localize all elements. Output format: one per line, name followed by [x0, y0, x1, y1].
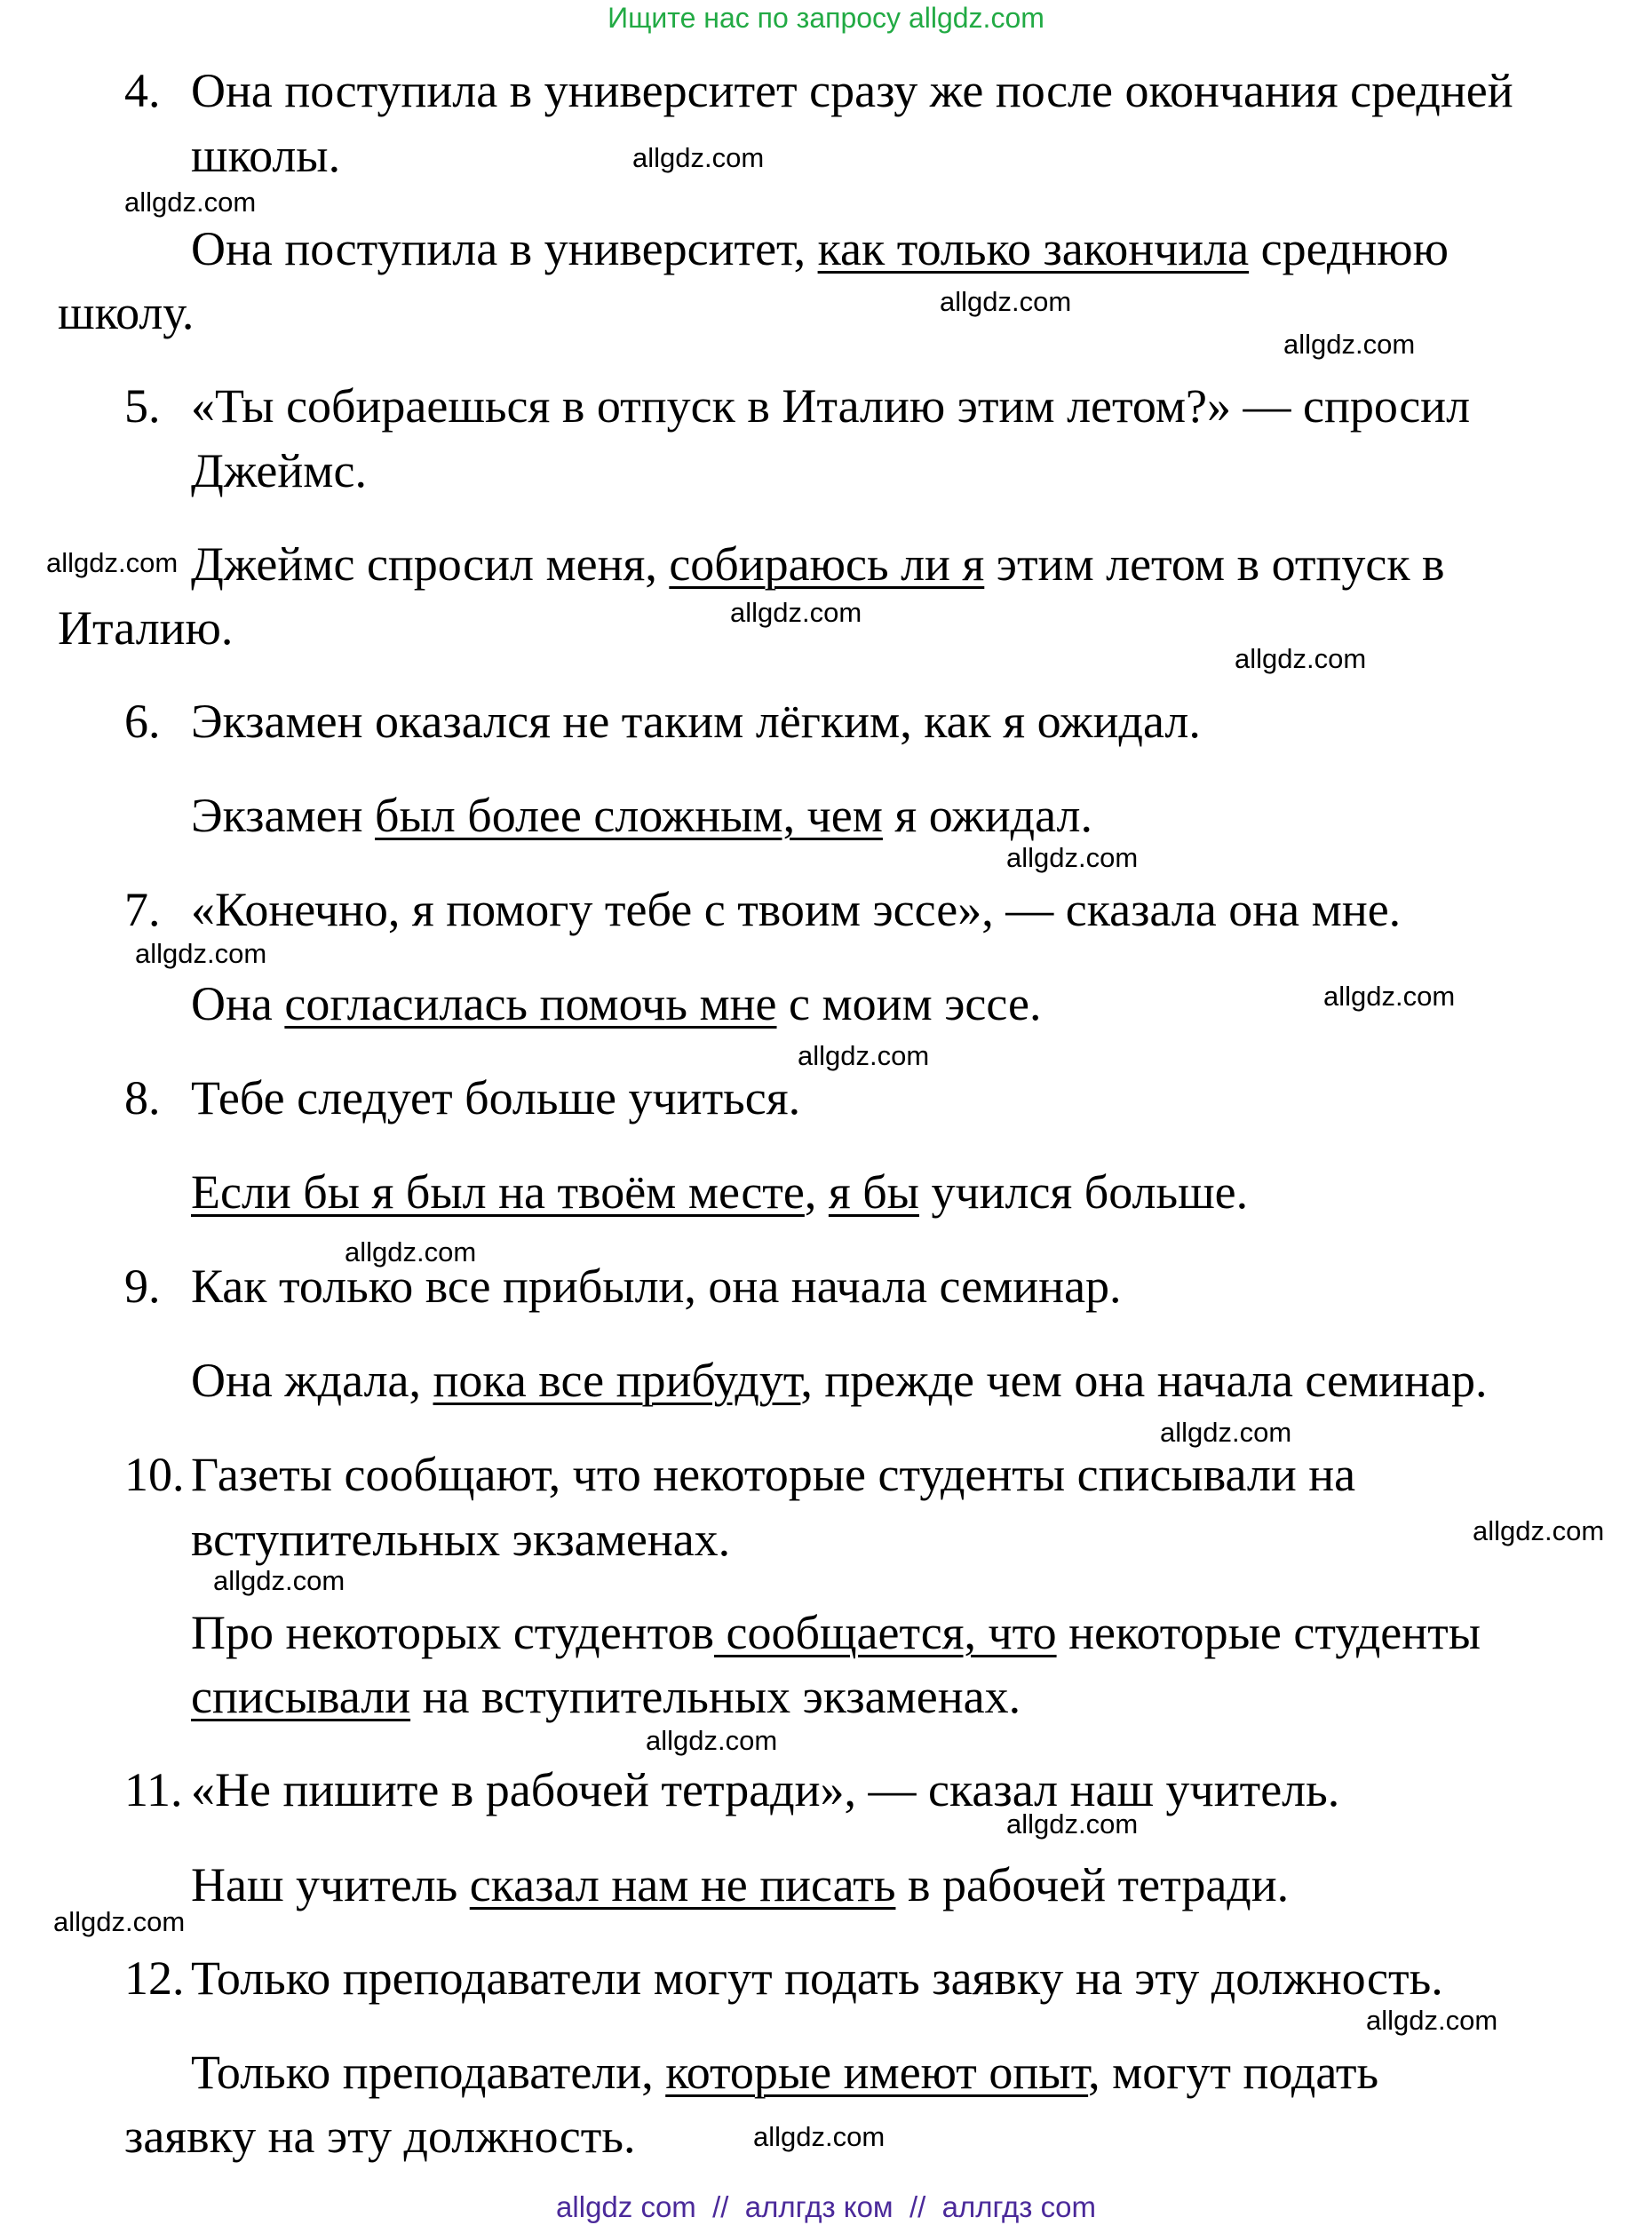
item-number: 10. [124, 1448, 185, 1501]
item-number: 8. [124, 1071, 161, 1124]
item-number: 9. [124, 1260, 161, 1313]
question-line: Как только все прибыли, она начала семинар. [191, 1260, 1122, 1313]
answer-text: Экзамен [191, 789, 376, 842]
question-line: «Конечно, я помогу тебе с твоим эссе», — сказала она мне. [191, 883, 1402, 936]
answer-text: Она поступила в университет, [191, 222, 818, 275]
answer-text: я ожидал. [882, 789, 1092, 842]
answer-text: Италию. [58, 601, 234, 655]
answer-underlined: был более сложным, чем [375, 789, 883, 842]
item-number: 12. [124, 1951, 185, 2005]
answer-underlined: как только закончила [817, 222, 1250, 275]
answer-underlined: пока все прибудут [433, 1354, 801, 1407]
answer-text: Наш учитель [191, 1858, 470, 1911]
answer-line [191, 1604, 1481, 1661]
question-line: Джеймс. [191, 444, 367, 497]
answer-text: , прежде чем она начала семинар. [800, 1354, 1488, 1407]
answer-line [191, 220, 1449, 277]
item-number: 11. [124, 1763, 183, 1816]
answer-text: на вступительных экзаменах. [410, 1670, 1021, 1723]
watermark: allgdz.com [1283, 329, 1416, 360]
answer-text: школу. [58, 286, 195, 339]
answer-text: этим летом в отпуск в [984, 537, 1445, 591]
question-line: «Не пишите в рабочей тетради», — сказал наш учитель. [191, 1763, 1340, 1816]
answer-text: среднюю [1249, 222, 1449, 275]
watermark: allgdz.com [1006, 842, 1139, 873]
watermark: allgdz.com [1235, 643, 1367, 674]
answer-text: Джеймс спросил меня, [191, 537, 670, 591]
question-line: Тебе следует больше учиться. [191, 1071, 801, 1124]
watermark: allgdz.com [646, 1725, 778, 1756]
answer-text: , [804, 1165, 829, 1219]
answer-line [58, 600, 233, 656]
item-number: 5. [124, 379, 161, 433]
answer-underlined: списывали [191, 1670, 411, 1723]
watermark: allgdz.com [135, 938, 267, 969]
answer-line [124, 2108, 636, 2165]
answer-underlined: собираюсь ли я [669, 537, 985, 591]
footer-links[interactable]: allgdz com // аллгдз ком // аллгдз com [556, 2190, 1096, 2223]
item-number: 7. [124, 883, 161, 936]
answer-underlined: сообщается, что [714, 1606, 1057, 1659]
answer-text: в рабочей тетради. [895, 1858, 1290, 1911]
question-line: «Ты собираешься в отпуск в Италию этим летом?» — спросил [191, 379, 1471, 433]
answer-underlined: согласилась помочь мне [284, 977, 777, 1030]
watermark: allgdz.com [1006, 1808, 1139, 1840]
answer-line [191, 1856, 1289, 1913]
watermark: allgdz.com [1366, 2005, 1498, 2036]
top-banner[interactable]: Ищите нас по запросу allgdz.com [608, 2, 1044, 34]
watermark: allgdz.com [632, 142, 765, 173]
answer-text: Она [191, 977, 285, 1030]
answer-line [191, 1668, 1021, 1725]
question-line: Только преподаватели могут подать заявку на эту должность. [191, 1951, 1443, 2005]
watermark: allgdz.com [1473, 1515, 1605, 1546]
answer-text: с моим эссе. [776, 977, 1042, 1030]
item-number: 6. [124, 695, 161, 748]
item-number: 4. [124, 64, 161, 117]
answer-line [191, 1164, 1248, 1220]
answer-line [191, 2044, 1378, 2101]
watermark: allgdz.com [213, 1565, 345, 1596]
answer-text: Она ждала, [191, 1354, 433, 1407]
answer-line [191, 975, 1041, 1032]
watermark: allgdz.com [1160, 1417, 1292, 1448]
watermark: allgdz.com [798, 1040, 930, 1071]
question-line: школы. [191, 129, 341, 182]
watermark: allgdz.com [940, 286, 1072, 317]
answer-text: , могут подать [1088, 2046, 1379, 2099]
answer-text: заявку на эту должность. [124, 2110, 636, 2163]
answer-text: Только преподаватели, [191, 2046, 666, 2099]
answer-line [191, 787, 1092, 844]
answer-underlined: Если бы я был на твоём месте [191, 1165, 805, 1219]
answer-underlined: которые имеют опыт [665, 2046, 1089, 2099]
watermark: allgdz.com [1323, 981, 1456, 1012]
question-line: Она поступила в университет сразу же после окончания средней [191, 64, 1513, 117]
answer-text: некоторые студенты [1056, 1606, 1481, 1659]
answer-line [58, 284, 194, 341]
question-line: Экзамен оказался не таким лёгким, как я ожидал. [191, 695, 1201, 748]
answer-line [191, 1352, 1487, 1409]
question-line: вступительных экзаменах. [191, 1513, 731, 1566]
answer-line [191, 536, 1445, 592]
watermark: allgdz.com [46, 547, 179, 578]
watermark: allgdz.com [53, 1906, 186, 1937]
answer-text: учился больше. [918, 1165, 1249, 1219]
answer-text: Про некоторых студентов [191, 1606, 714, 1659]
question-line: Газеты сообщают, что некоторые студенты списывали на [191, 1448, 1356, 1501]
answer-underlined: я бы [828, 1165, 919, 1219]
answer-underlined: сказал нам не писать [469, 1858, 896, 1911]
watermark: allgdz.com [753, 2121, 886, 2152]
watermark: allgdz.com [345, 1236, 477, 1267]
watermark: allgdz.com [124, 187, 257, 218]
watermark: allgdz.com [730, 597, 862, 628]
